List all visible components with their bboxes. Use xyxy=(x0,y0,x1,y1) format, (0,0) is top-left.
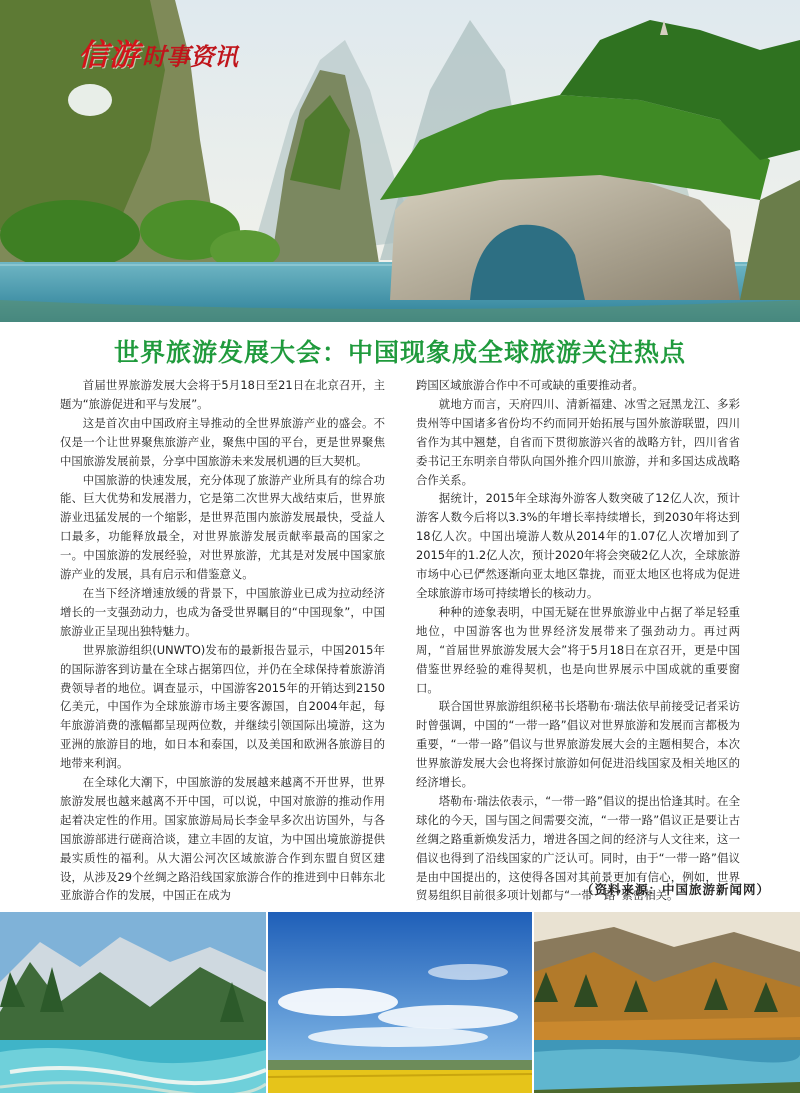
article-column-right xyxy=(416,376,740,905)
hero-landscape-painting xyxy=(0,0,800,322)
paragraph: 据统计，2015年全球海外游客人数突破了12亿人次，预计游客人数今后将以3.3%的年增长率持续增长，到2030年将达到18亿人次。中国出境游人数从2014年的1.07亿人次增加到了2015年的1.2亿人次，预计2020年将会突破2亿人次，全球旅游市场中心已俨然逐渐向亚太地区靠拢，而亚太地区也将成为促进全球旅游市场可持续增长的核动力。 xyxy=(416,491,740,600)
photo-mountain-lake-travertine xyxy=(0,912,266,1093)
paragraph: 在当下经济增速放缓的背景下，中国旅游业已成为拉动经济增长的一支强劲动力，也成为备受世界瞩目的“中国现象”，中国旅游业正呈现出独特魅力。 xyxy=(60,585,385,638)
paragraph: 塔勒布·瑞法依表示，“一带一路”倡议的提出恰逢其时。在全球化的今天，国与国之间需要交流，“一带一路”倡议正是要让古丝绸之路重新焕发活力，增进各国之间的经济与人文往来，这一倡议也得到了沿线国家的广泛认可。同时，由于“一带一路”倡议是由中国提出的，这使得各国对其前景更加有信心，例如，世界贸易组织目前很多项计划都与“一带一路”紧密相关。 xyxy=(416,793,740,903)
headline: 世界旅游发展大会：中国现象成全球旅游关注热点 xyxy=(113,338,686,367)
photo-grassland-sky xyxy=(268,912,532,1093)
article-source: （资料来源：中国旅游新闻网） xyxy=(580,882,770,897)
paragraph: 就地方而言，天府四川、清新福建、冰雪之冠黑龙江、多彩贵州等中国诸多省份均不约而同开始拓展与国外旅游联盟，四川省作为其中翘楚，自省而下贯彻旅游兴省的战略方针，四川省省委书记王东明亲自带队向国外推介四川旅游，并和多国达成战略合作关系。 xyxy=(416,396,740,487)
masthead-section: 时事资讯 xyxy=(142,42,238,71)
blue-sky-field-image xyxy=(268,912,532,1093)
autumn-valley-image xyxy=(534,912,800,1093)
paragraph: 首届世界旅游发展大会将于5月18日至21日在北京召开，主题为“旅游促进和平与发展”。 xyxy=(60,378,385,411)
paragraph: 这是首次由中国政府主导推动的全世界旅游产业的盛会。不仅是一个让世界聚焦旅游产业，聚焦中国的平台，更是世界聚焦中国旅游发展前景，分享中国旅游未来发展机遇的巨大契机。 xyxy=(60,415,385,468)
paragraph: 世界旅游组织(UNWTO)发布的最新报告显示，中国2015年的国际游客到访量在全球占据第四位，并仍在全球保持着旅游消费领导者的地位。调查显示，中国游客2015年的开销达到2150亿美元，中国作为全球旅游市场主要客源国，自2004年起，每年旅游消费的涨幅都呈现两位数，并继续引领国际出境游，这为亚洲的旅游目的地，如日本和泰国，以及美国和欧洲各旅游目的地带来利润。 xyxy=(60,642,385,771)
paragraph: 在全球化大潮下，中国旅游的发展越来越离不开世界，世界旅游发展也越来越离不开中国，可以说，中国对旅游的推动作用起着决定性的作用。国家旅游局局长李金早多次出访国外，与各国旅游部进行磋商洽谈，建立丰固的友谊，为中国出境旅游提供最实质性的福利。从大湄公河次区域旅游合作到东盟自贸区建设，从涉及29个丝绸之路沿线国家旅游合作的推进到中日韩东北亚旅游合作的发展，中国正在成为 xyxy=(60,775,385,903)
paragraph-continued: 跨国区域旅游合作中不可或缺的重要推动者。 xyxy=(416,378,644,392)
photo-autumn-forest-lake xyxy=(534,912,800,1093)
paragraph: 联合国世界旅游组织秘书长塔勒布·瑞法依早前接受记者采访时曾强调，中国的“一带一路”倡议对世界旅游和发展而言都极为重要，“一带一路”倡议与世界旅游发展大会的主题相契合，本次世界旅游发展大会也将探讨旅游如何促进沿线国家及相关地区的经济增长。 xyxy=(416,699,740,790)
paragraph: 种种的迹象表明，中国无疑在世界旅游业中占据了举足轻重地位，中国游客也为世界经济发展带来了强劲动力。再过两周，“首届世界旅游发展大会”将于5月18日在京召开，更是中国借鉴世界经验的难得契机，也是向世界展示中国成就的重要窗口。 xyxy=(416,604,740,695)
paragraph: 中国旅游的快速发展，充分体现了旅游产业所具有的综合功能、巨大优势和发展潜力，它是第二次世界大战结束后，世界旅游业迅猛发展的一个缩影，是世界范围内旅游发展最快，受益人口最多，功能释放最全，对世界旅游发展贡献率最高的国家之一。中国旅游的发展经验，对世界旅游，尤其是对发展中国家旅游产业的发展，具有启示和借鉴意义。 xyxy=(60,472,385,582)
mountain-lake-image xyxy=(0,912,266,1093)
article-column-left xyxy=(60,376,385,905)
masthead xyxy=(78,30,238,74)
masthead-brand: 信游 xyxy=(78,38,140,73)
